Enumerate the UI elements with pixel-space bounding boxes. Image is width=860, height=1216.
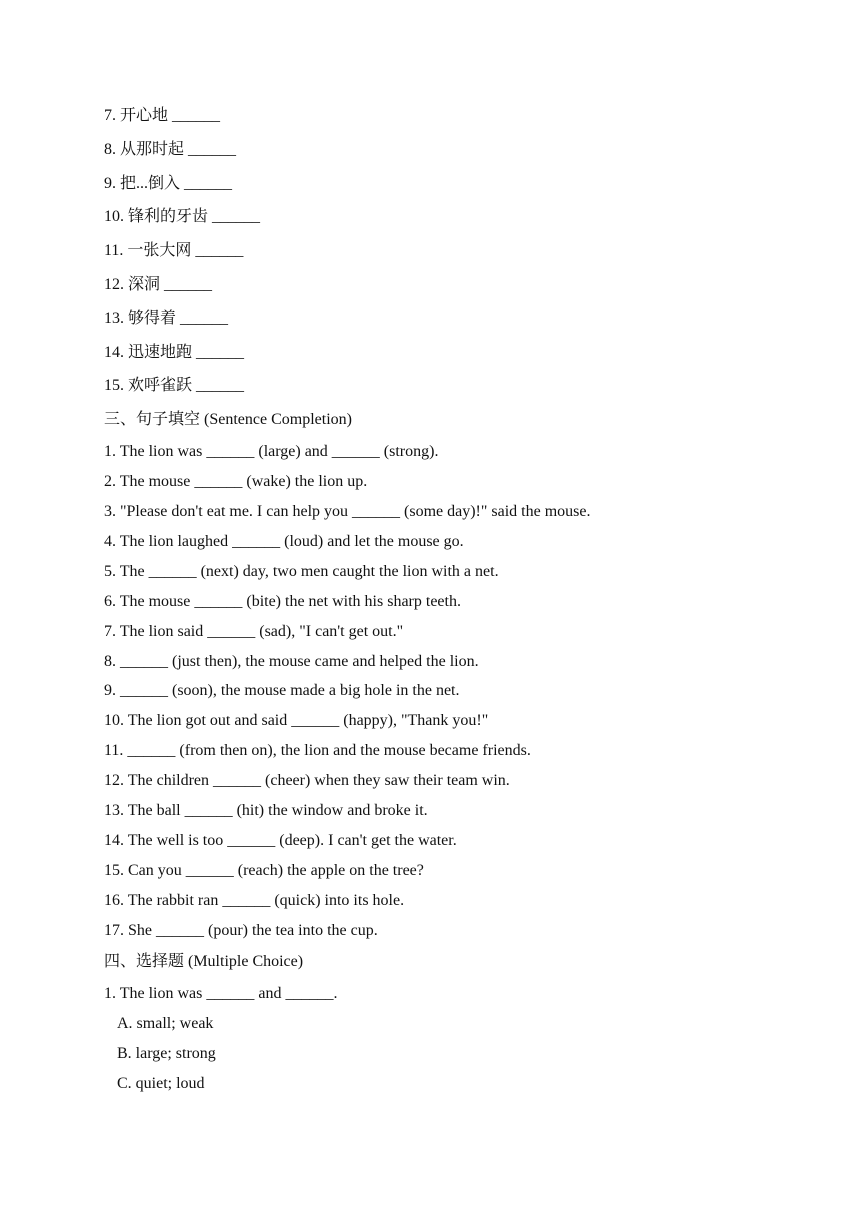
choice-option-a: A. small; weak: [117, 1015, 214, 1032]
question-stem: 1. The lion was ______ and ______.: [104, 985, 338, 1002]
vocab-item: 11. 一张大网 ______: [104, 242, 244, 259]
section-heading-multiple-choice: 四、选择题 (Multiple Choice): [104, 953, 304, 970]
sentence-item: 14. The well is too ______ (deep). I can't get the water.: [104, 832, 457, 849]
sentence-item: 13. The ball ______ (hit) the window and broke it.: [104, 802, 428, 819]
sentence-item: 3. "Please don't eat me. I can help you ______ (some day)!" said the mouse.: [104, 503, 591, 520]
sentence-item: 11. ______ (from then on), the lion and the mouse became friends.: [104, 742, 531, 759]
sentence-item: 16. The rabbit ran ______ (quick) into its hole.: [104, 892, 405, 909]
choice-option-c: C. quiet; loud: [117, 1075, 205, 1092]
vocab-item: 10. 锋利的牙齿 ______: [104, 208, 261, 225]
sentence-item: 8. ______ (just then), the mouse came and helped the lion.: [104, 653, 479, 670]
sentence-item: 5. The ______ (next) day, two men caught the lion with a net.: [104, 563, 499, 580]
sentence-item: 17. She ______ (pour) the tea into the cup.: [104, 922, 378, 939]
vocab-item: 9. 把...倒入 ______: [104, 175, 233, 192]
vocab-item: 7. 开心地 ______: [104, 107, 221, 124]
sentence-item: 1. The lion was ______ (large) and ______ (strong).: [104, 443, 439, 460]
sentence-item: 15. Can you ______ (reach) the apple on the tree?: [104, 862, 424, 879]
sentence-item: 6. The mouse ______ (bite) the net with his sharp teeth.: [104, 593, 461, 610]
vocab-item: 14. 迅速地跑 ______: [104, 344, 245, 361]
sentence-item: 4. The lion laughed ______ (loud) and let the mouse go.: [104, 533, 464, 550]
section-heading-sentence-completion: 三、句子填空 (Sentence Completion): [104, 411, 352, 428]
sentence-item: 2. The mouse ______ (wake) the lion up.: [104, 473, 368, 490]
vocab-item: 12. 深洞 ______: [104, 276, 213, 293]
vocab-item: 15. 欢呼雀跃 ______: [104, 377, 245, 394]
sentence-item: 7. The lion said ______ (sad), "I can't get out.": [104, 623, 404, 640]
vocab-item: 13. 够得着 ______: [104, 310, 229, 327]
sentence-item: 10. The lion got out and said ______ (happy), "Thank you!": [104, 712, 489, 729]
sentence-item: 12. The children ______ (cheer) when they saw their team win.: [104, 772, 510, 789]
sentence-item: 9. ______ (soon), the mouse made a big hole in the net.: [104, 682, 460, 699]
vocab-item: 8. 从那时起 ______: [104, 141, 237, 158]
choice-option-b: B. large; strong: [117, 1045, 216, 1062]
